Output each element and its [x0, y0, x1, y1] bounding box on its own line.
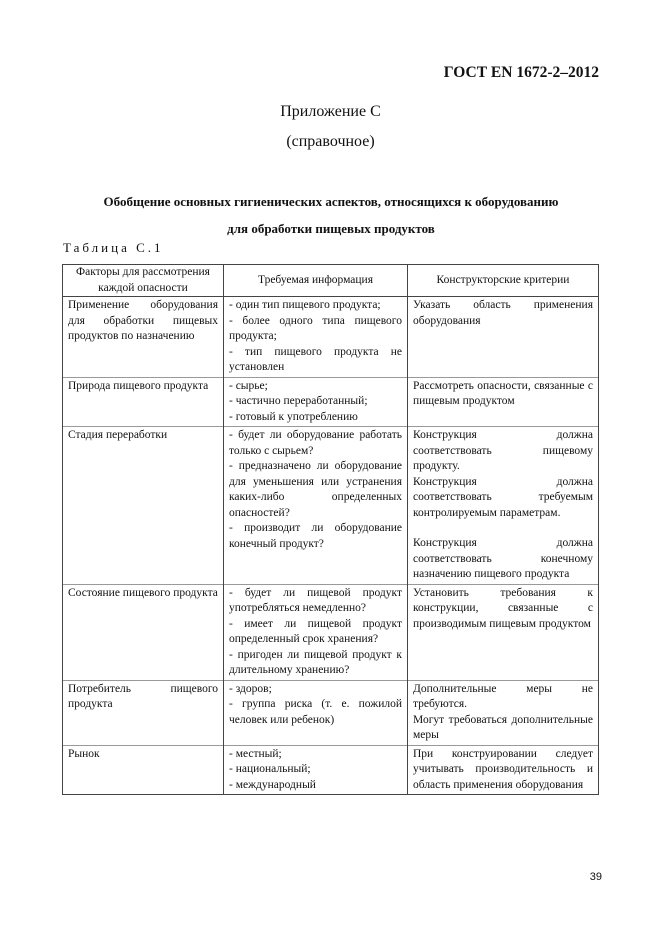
- factor-cell: Природа пищевого продукта: [63, 377, 224, 427]
- info-item: - частично переработанный;: [229, 395, 368, 407]
- info-item: - имеет ли пищевой продукт определенный срок хранения?: [229, 617, 402, 645]
- factor-cell: Потребитель пищевого продукта: [63, 680, 224, 745]
- document-standard-number: ГОСТ EN 1672-2–2012: [443, 64, 599, 81]
- criteria-cell: [408, 427, 599, 585]
- section-heading-line1: Обобщение основных гигиенических аспектов, относящихся к оборудованию: [103, 194, 559, 209]
- info-cell: [224, 427, 408, 585]
- factor-cell: Стадия переработки: [63, 427, 224, 585]
- column-header-info: Требуемая информация: [224, 265, 408, 297]
- table-row: [63, 680, 599, 745]
- info-item: - пригоден ли пищевой продукт к длительному хранению?: [229, 648, 402, 676]
- criteria-cell: [408, 297, 599, 378]
- appendix-subtitle: (справочное): [286, 133, 375, 150]
- column-header-criteria: Конструкторские критерии: [408, 265, 599, 297]
- info-cell: [224, 584, 408, 680]
- criteria-cell: [408, 680, 599, 745]
- table-row: [63, 584, 599, 680]
- appendix-title: Приложение С: [280, 103, 381, 120]
- info-cell: [224, 745, 408, 795]
- table-row: [63, 377, 599, 427]
- criteria-item: Конструкция должна соответствовать требуемым контролируемым параметрам.: [413, 475, 593, 519]
- hygiene-aspects-table: [62, 264, 599, 795]
- page-number: 39: [589, 871, 602, 883]
- table-row: [63, 427, 599, 585]
- info-item: - тип пищевого продукта не установлен: [229, 345, 402, 373]
- info-item: - здоров;: [229, 682, 272, 695]
- table-row: [63, 745, 599, 795]
- criteria-cell: [408, 584, 599, 680]
- info-item: - готовый к употреблению: [229, 410, 358, 423]
- criteria-item: Установить требования к конструкции, связанные с производимым пищевым продуктом: [413, 586, 593, 630]
- info-item: - будет ли пищевой продукт употребляться немедленно?: [229, 586, 402, 614]
- info-item: - предназначено ли оборудование для уменьшения или устранения каких-либо определенных опасностей?: [229, 460, 402, 519]
- info-cell: [224, 377, 408, 427]
- criteria-item: Могут требоваться дополнительные меры: [413, 713, 593, 741]
- criteria-item: Указать область применения оборудования: [413, 299, 593, 327]
- info-item: - будет ли оборудование работать только с сырьем?: [229, 429, 402, 457]
- factor-cell: Рынок: [63, 745, 224, 795]
- factor-cell: Применение оборудования для обработки пищевых продуктов по назначению: [63, 297, 224, 378]
- column-header-factors: Факторы для рассмотрения каждой опасности: [63, 265, 224, 297]
- info-item: - национальный;: [229, 763, 311, 775]
- info-cell: [224, 297, 408, 378]
- factor-cell: Состояние пищевого продукта: [63, 584, 224, 680]
- criteria-spacer: [413, 521, 593, 536]
- info-item: - сырье;: [229, 379, 268, 392]
- criteria-item: Конструкция должна соответствовать конечному назначению пищевого продукта: [413, 537, 593, 580]
- info-item: - один тип пищевого продукта;: [229, 299, 381, 311]
- info-item: - международный: [229, 778, 316, 791]
- table-caption: Таблица С.1: [63, 240, 164, 255]
- criteria-cell: [408, 745, 599, 795]
- info-item: - группа риска (т. е. пожилой человек или ребенок): [229, 698, 402, 726]
- table-header-row: [63, 265, 599, 297]
- criteria-item: При конструировании следует учитывать производительность и область применения оборудования: [413, 747, 593, 791]
- criteria-item: Рассмотреть опасности, связанные с пищевым продуктом: [413, 379, 593, 407]
- criteria-item: Конструкция должна соответствовать пищевому продукту.: [413, 429, 593, 472]
- info-item: - производит ли оборудование конечный продукт?: [229, 522, 402, 550]
- criteria-item: Дополнительные меры не требуются.: [413, 682, 593, 710]
- info-cell: [224, 680, 408, 745]
- info-item: - более одного типа пищевого продукта;: [229, 314, 402, 342]
- info-item: - местный;: [229, 747, 282, 760]
- section-heading-line2: для обработки пищевых продуктов: [227, 221, 435, 236]
- section-heading: [62, 188, 600, 242]
- table-row: [63, 297, 599, 378]
- criteria-cell: [408, 377, 599, 427]
